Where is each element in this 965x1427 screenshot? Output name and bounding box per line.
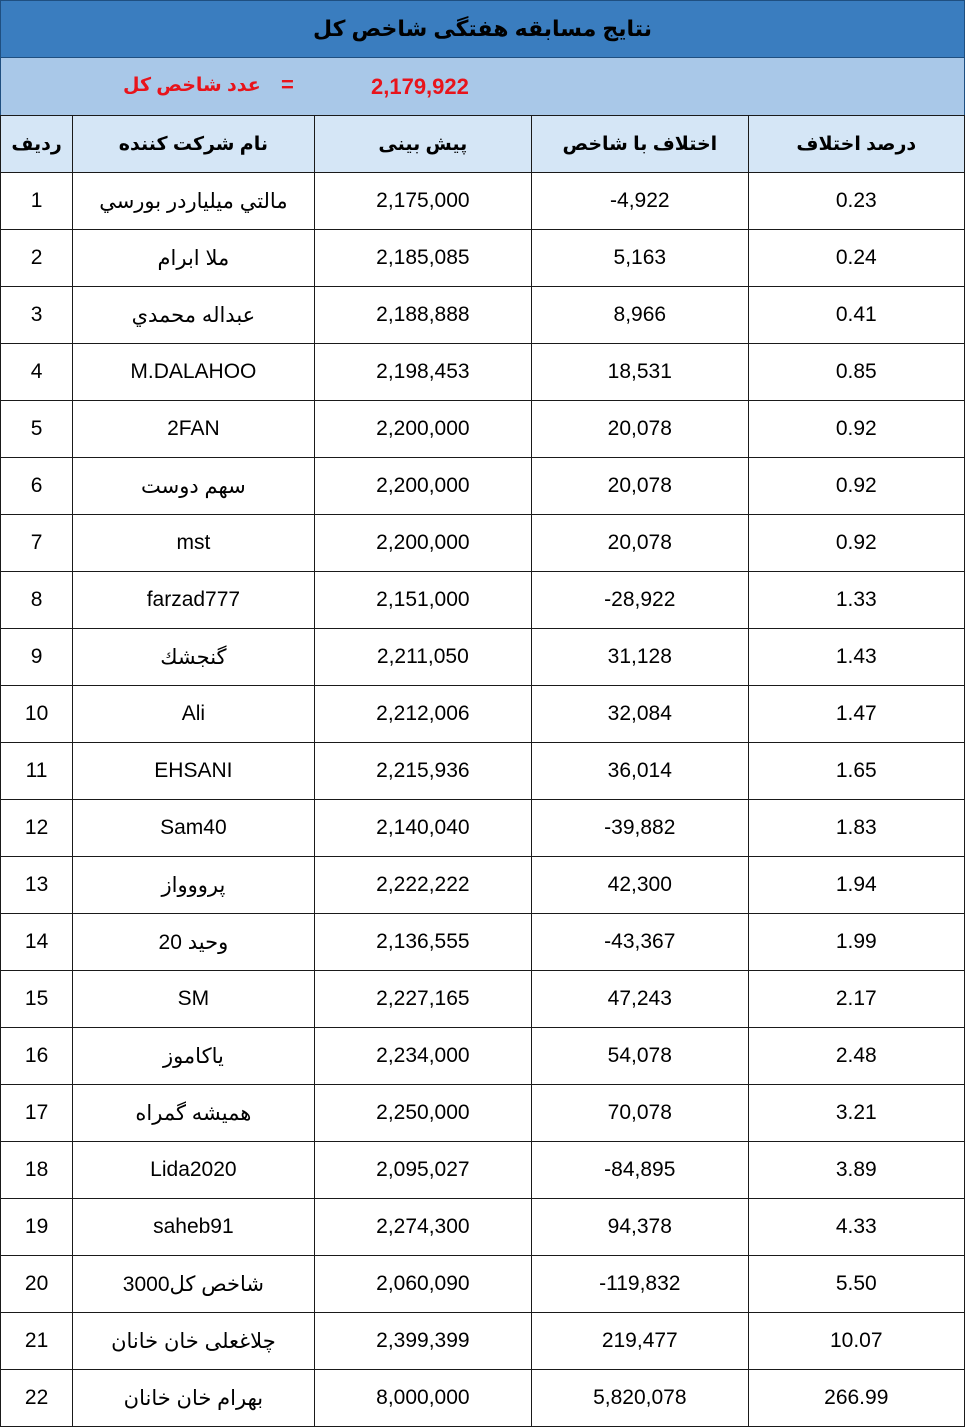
cell-difference: 32,084 bbox=[532, 686, 748, 743]
cell-difference: 20,078 bbox=[532, 401, 748, 458]
cell-name: EHSANI bbox=[73, 743, 315, 800]
cell-prediction: 2,200,000 bbox=[314, 515, 531, 572]
cell-prediction: 2,212,006 bbox=[314, 686, 531, 743]
cell-percent: 1.43 bbox=[748, 629, 964, 686]
cell-name: شاخص كل3000 bbox=[73, 1256, 315, 1313]
cell-prediction: 2,234,000 bbox=[314, 1028, 531, 1085]
header-rank: ردیف bbox=[1, 116, 73, 173]
table-row bbox=[1, 515, 965, 572]
cell-rank: 13 bbox=[1, 857, 73, 914]
table-row bbox=[1, 1085, 965, 1142]
cell-rank: 16 bbox=[1, 1028, 73, 1085]
table-row bbox=[1, 173, 965, 230]
cell-name: saheb91 bbox=[73, 1199, 315, 1256]
cell-percent: 4.33 bbox=[748, 1199, 964, 1256]
cell-percent: 0.85 bbox=[748, 344, 964, 401]
cell-percent: 2.17 bbox=[748, 971, 964, 1028]
table-row bbox=[1, 344, 965, 401]
cell-rank: 5 bbox=[1, 401, 73, 458]
cell-rank: 17 bbox=[1, 1085, 73, 1142]
table-row bbox=[1, 1028, 965, 1085]
cell-difference: -84,895 bbox=[532, 1142, 748, 1199]
cell-prediction: 2,227,165 bbox=[314, 971, 531, 1028]
table-row bbox=[1, 971, 965, 1028]
cell-rank: 6 bbox=[1, 458, 73, 515]
cell-prediction: 2,222,222 bbox=[314, 857, 531, 914]
cell-difference: -4,922 bbox=[532, 173, 748, 230]
cell-prediction: 2,060,090 bbox=[314, 1256, 531, 1313]
cell-percent: 0.92 bbox=[748, 458, 964, 515]
cell-percent: 1.65 bbox=[748, 743, 964, 800]
index-summary-bar bbox=[0, 58, 965, 115]
cell-prediction: 2,250,000 bbox=[314, 1085, 531, 1142]
cell-percent: 0.23 bbox=[748, 173, 964, 230]
cell-prediction: 8,000,000 bbox=[314, 1370, 531, 1427]
table-row bbox=[1, 686, 965, 743]
cell-percent: 1.47 bbox=[748, 686, 964, 743]
cell-prediction: 2,095,027 bbox=[314, 1142, 531, 1199]
cell-percent: 1.94 bbox=[748, 857, 964, 914]
cell-difference: -39,882 bbox=[532, 800, 748, 857]
table-row bbox=[1, 287, 965, 344]
cell-difference: 20,078 bbox=[532, 458, 748, 515]
cell-prediction: 2,175,000 bbox=[314, 173, 531, 230]
cell-name: پرووواز bbox=[73, 857, 315, 914]
index-equals-sign: = bbox=[281, 72, 294, 97]
cell-difference: 31,128 bbox=[532, 629, 748, 686]
cell-rank: 15 bbox=[1, 971, 73, 1028]
cell-prediction: 2,399,399 bbox=[314, 1313, 531, 1370]
cell-name: وحيد 20 bbox=[73, 914, 315, 971]
cell-percent: 0.24 bbox=[748, 230, 964, 287]
header-percent: درصد اختلاف bbox=[748, 116, 964, 173]
table-row bbox=[1, 458, 965, 515]
cell-name: گنجشك bbox=[73, 629, 315, 686]
cell-percent: 2.48 bbox=[748, 1028, 964, 1085]
cell-rank: 19 bbox=[1, 1199, 73, 1256]
results-table bbox=[0, 115, 965, 1427]
table-row bbox=[1, 857, 965, 914]
cell-prediction: 2,140,040 bbox=[314, 800, 531, 857]
cell-name: سهم دوست bbox=[73, 458, 315, 515]
cell-difference: 20,078 bbox=[532, 515, 748, 572]
cell-prediction: 2,200,000 bbox=[314, 458, 531, 515]
cell-rank: 11 bbox=[1, 743, 73, 800]
cell-percent: 3.89 bbox=[748, 1142, 964, 1199]
index-label: عدد شاخص کل bbox=[123, 75, 261, 96]
cell-rank: 10 bbox=[1, 686, 73, 743]
cell-name: farzad777 bbox=[73, 572, 315, 629]
cell-difference: 70,078 bbox=[532, 1085, 748, 1142]
cell-name: هميشه گمراه bbox=[73, 1085, 315, 1142]
table-row bbox=[1, 1142, 965, 1199]
cell-difference: 94,378 bbox=[532, 1199, 748, 1256]
cell-rank: 9 bbox=[1, 629, 73, 686]
cell-difference: 8,966 bbox=[532, 287, 748, 344]
cell-prediction: 2,211,050 bbox=[314, 629, 531, 686]
table-row bbox=[1, 743, 965, 800]
table-body bbox=[1, 173, 965, 1427]
cell-percent: 10.07 bbox=[748, 1313, 964, 1370]
table-row bbox=[1, 800, 965, 857]
cell-prediction: 2,274,300 bbox=[314, 1199, 531, 1256]
cell-rank: 12 bbox=[1, 800, 73, 857]
cell-rank: 21 bbox=[1, 1313, 73, 1370]
cell-name: SM bbox=[73, 971, 315, 1028]
cell-name: ملا ابرام bbox=[73, 230, 315, 287]
cell-name: 2FAN bbox=[73, 401, 315, 458]
cell-prediction: 2,136,555 bbox=[314, 914, 531, 971]
table-row bbox=[1, 629, 965, 686]
table-row bbox=[1, 1199, 965, 1256]
cell-percent: 3.21 bbox=[748, 1085, 964, 1142]
table-row bbox=[1, 1313, 965, 1370]
cell-rank: 7 bbox=[1, 515, 73, 572]
cell-prediction: 2,198,453 bbox=[314, 344, 531, 401]
table-row bbox=[1, 401, 965, 458]
cell-difference: 5,163 bbox=[532, 230, 748, 287]
cell-difference: 219,477 bbox=[532, 1313, 748, 1370]
header-name: نام شرکت کننده bbox=[73, 116, 315, 173]
cell-percent: 0.92 bbox=[748, 401, 964, 458]
cell-difference: 36,014 bbox=[532, 743, 748, 800]
cell-percent: 1.33 bbox=[748, 572, 964, 629]
cell-difference: -43,367 bbox=[532, 914, 748, 971]
cell-percent: 0.41 bbox=[748, 287, 964, 344]
cell-percent: 5.50 bbox=[748, 1256, 964, 1313]
cell-rank: 1 bbox=[1, 173, 73, 230]
cell-difference: 18,531 bbox=[532, 344, 748, 401]
cell-name: Ali bbox=[73, 686, 315, 743]
cell-prediction: 2,185,085 bbox=[314, 230, 531, 287]
cell-difference: 42,300 bbox=[532, 857, 748, 914]
cell-prediction: 2,151,000 bbox=[314, 572, 531, 629]
table-row bbox=[1, 1370, 965, 1427]
cell-percent: 0.92 bbox=[748, 515, 964, 572]
cell-prediction: 2,200,000 bbox=[314, 401, 531, 458]
cell-name: مالتي ميلياردر بورسي bbox=[73, 173, 315, 230]
cell-difference: -28,922 bbox=[532, 572, 748, 629]
table-row bbox=[1, 230, 965, 287]
table-header-row bbox=[1, 116, 965, 173]
header-difference: اختلاف با شاخص bbox=[532, 116, 748, 173]
cell-name: mst bbox=[73, 515, 315, 572]
table-row bbox=[1, 572, 965, 629]
table-row bbox=[1, 1256, 965, 1313]
cell-rank: 14 bbox=[1, 914, 73, 971]
header-prediction: پیش بینی bbox=[314, 116, 531, 173]
cell-difference: 54,078 bbox=[532, 1028, 748, 1085]
cell-name: عبداله محمدي bbox=[73, 287, 315, 344]
cell-name: چلاغعلی خان خانان bbox=[73, 1313, 315, 1370]
cell-rank: 8 bbox=[1, 572, 73, 629]
cell-rank: 20 bbox=[1, 1256, 73, 1313]
cell-rank: 4 bbox=[1, 344, 73, 401]
cell-rank: 22 bbox=[1, 1370, 73, 1427]
cell-name: Sam40 bbox=[73, 800, 315, 857]
cell-difference: 47,243 bbox=[532, 971, 748, 1028]
cell-name: ياكاموز bbox=[73, 1028, 315, 1085]
cell-percent: 1.83 bbox=[748, 800, 964, 857]
cell-prediction: 2,215,936 bbox=[314, 743, 531, 800]
cell-prediction: 2,188,888 bbox=[314, 287, 531, 344]
cell-name: M.DALAHOO bbox=[73, 344, 315, 401]
cell-name: Lida2020 bbox=[73, 1142, 315, 1199]
table-row bbox=[1, 914, 965, 971]
cell-percent: 266.99 bbox=[748, 1370, 964, 1427]
cell-rank: 18 bbox=[1, 1142, 73, 1199]
cell-difference: 5,820,078 bbox=[532, 1370, 748, 1427]
sheet-title: نتایج مسابقه هفتگی شاخص کل bbox=[0, 0, 965, 58]
cell-percent: 1.99 bbox=[748, 914, 964, 971]
cell-rank: 2 bbox=[1, 230, 73, 287]
index-value: 2,179,922 bbox=[371, 74, 469, 99]
cell-name: بهرام خان خانان bbox=[73, 1370, 315, 1427]
cell-rank: 3 bbox=[1, 287, 73, 344]
cell-difference: -119,832 bbox=[532, 1256, 748, 1313]
